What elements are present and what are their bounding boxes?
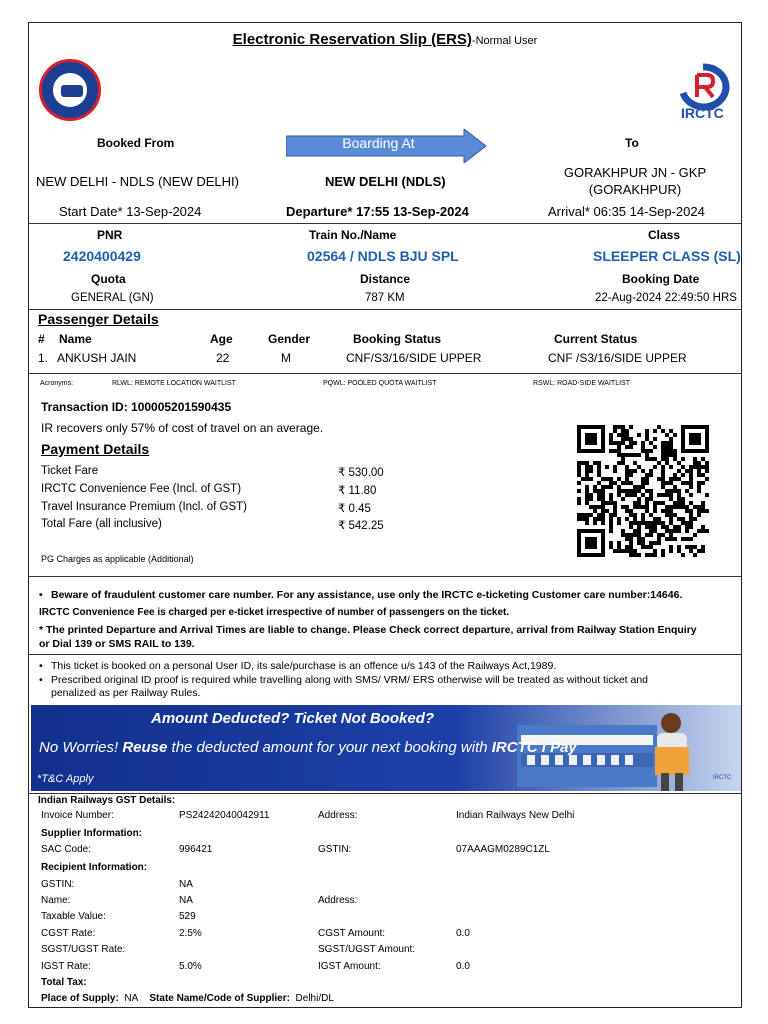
payment-value-convenience-fee: ₹ 11.80 — [338, 485, 377, 497]
fraud-warning-text: • Beware of fraudulent customer care number. For any assistance, use only the IRCTC e-ticketing Customer care number:14646. — [51, 589, 682, 601]
payment-value-total: ₹ 542.25 — [338, 520, 384, 532]
irctc-ipay-banner[interactable] — [31, 705, 741, 791]
banner-tagline — [39, 739, 577, 756]
boarding-at-label: Boarding At — [342, 135, 415, 151]
recipient-name-label: Name: — [41, 895, 71, 906]
recipient-name-value: NA — [179, 895, 193, 906]
quota-value: GENERAL (GN) — [71, 292, 154, 304]
booking-date-value: 22-Aug-2024 22:49:50 HRS — [595, 292, 737, 304]
supplier-state-value: Delhi/DL — [295, 993, 334, 1004]
acronym-pqwl: PQWL: POOLED QUOTA WAITLIST — [323, 380, 437, 387]
gst-address-value: Indian Railways New Delhi — [456, 810, 575, 821]
sgst-rate-label: SGST/UGST Rate: — [41, 944, 126, 955]
passenger-details-heading: Passenger Details — [38, 311, 159, 327]
indian-railways-logo — [39, 59, 101, 121]
acronyms-label: Acronyms: — [40, 380, 74, 387]
payment-label-ticket-fare: Ticket Fare — [41, 465, 99, 477]
igst-amount-value: 0.0 — [456, 961, 470, 972]
igst-rate-label: IGST Rate: — [41, 961, 91, 972]
taxable-value: 529 — [179, 911, 196, 922]
supplier-gstin-value: 07AAAGM0289C1ZL — [456, 844, 550, 855]
col-name: Name — [59, 332, 92, 346]
sac-code-label: SAC Code: — [41, 844, 92, 855]
pnr-value: 2420400429 — [63, 248, 141, 264]
class-value: SLEEPER CLASS (SL) — [593, 248, 741, 264]
irctc-logo — [667, 61, 739, 125]
ers-document — [28, 22, 742, 1008]
sgst-amount-label: SGST/UGST Amount: — [318, 944, 416, 955]
ers-subtitle: -Normal User — [471, 35, 538, 47]
passenger-gender: M — [281, 351, 291, 365]
train-value: 02564 / NDLS BJU SPL — [307, 248, 459, 264]
divider — [29, 576, 741, 577]
recovery-note: IR recovers only 57% of cost of travel on an average. — [41, 421, 324, 435]
banner-headline: Amount Deducted? Ticket Not Booked? — [151, 710, 435, 727]
banner-tagline-reuse: Reuse — [122, 739, 168, 756]
cgst-rate-value: 2.5% — [179, 928, 202, 939]
acronym-rlwl: RLWL: REMOTE LOCATION WAITLIST — [112, 380, 236, 387]
distance-label: Distance — [360, 272, 411, 286]
gst-heading: Indian Railways GST Details: — [38, 795, 176, 806]
pg-charges-note: PG Charges as applicable (Additional) — [41, 554, 194, 564]
passenger-row-num: 1. — [38, 351, 49, 365]
payment-label-convenience-fee: IRCTC Convenience Fee (Incl. of GST) — [41, 483, 242, 495]
divider — [29, 654, 741, 655]
passenger-name: ANKUSH JAIN — [57, 351, 137, 365]
fraud-warning — [51, 589, 682, 601]
ers-title: Electronic Reservation Slip (ERS) — [232, 31, 472, 48]
payment-value-ticket-fare: ₹ 530.00 — [338, 467, 384, 479]
place-of-supply — [41, 993, 334, 1004]
gst-invoice-label: Invoice Number: — [41, 810, 114, 821]
to-station-line1: GORAKHPUR JN - GKP — [563, 165, 707, 180]
cgst-rate-label: CGST Rate: — [41, 928, 96, 939]
irctc-logo-text: IRCTC — [681, 105, 724, 121]
banner-irctc-logo: IRCTC — [713, 775, 732, 781]
cgst-amount-value: 0.0 — [456, 928, 470, 939]
from-station: NEW DELHI - NDLS (NEW DELHI) — [36, 174, 239, 189]
total-tax-label: Total Tax: — [41, 977, 87, 988]
boarding-station: NEW DELHI (NDLS) — [325, 174, 446, 189]
supplier-state-label: State Name/Code of Supplier: — [149, 993, 290, 1004]
passenger-age: 22 — [216, 351, 230, 365]
booking-date-label: Booking Date — [622, 272, 700, 286]
payment-details-heading: Payment Details — [41, 441, 150, 457]
banner-tc: *T&C Apply — [37, 773, 94, 785]
qr-code — [573, 425, 713, 557]
igst-amount-label: IGST Amount: — [318, 961, 381, 972]
timing-notice-line2: or Dial 139 or SMS RAIL to 139. — [39, 638, 195, 650]
banner-tagline-mid: the deducted amount for your next booking with — [167, 739, 492, 756]
taxable-value-label: Taxable Value: — [41, 911, 106, 922]
acronym-rswl: RSWL: ROAD-SIDE WAITLIST — [533, 380, 630, 387]
passenger-current-status: CNF /S3/16/SIDE UPPER — [548, 351, 687, 365]
personal-id-notice-text: • This ticket is booked on a personal User ID, its sale/purchase is an offence u/s 143 of the Railways Act,1989. — [51, 660, 556, 672]
quota-label: Quota — [91, 272, 126, 286]
class-label: Class — [648, 228, 681, 242]
convenience-fee-note: IRCTC Convenience Fee is charged per e-ticket irrespective of number of passengers on the ticket. — [39, 607, 510, 618]
passenger-booking-status: CNF/S3/16/SIDE UPPER — [346, 351, 482, 365]
start-date: Start Date* 13-Sep-2024 — [59, 204, 202, 219]
id-proof-notice-line2: penalized as per Railway Rules. — [51, 687, 201, 699]
recipient-info-heading: Recipient Information: — [41, 862, 148, 873]
supplier-info-heading: Supplier Information: — [41, 828, 143, 839]
sac-code-value: 996421 — [179, 844, 213, 855]
place-of-supply-value: NA — [124, 993, 139, 1004]
col-gender: Gender — [268, 332, 311, 346]
timing-notice-line1: * The printed Departure and Arrival Times are liable to change. Please Check correct departure, arrival from Railway Station Enquiry — [39, 624, 697, 636]
gst-address-label: Address: — [318, 810, 358, 821]
col-age: Age — [210, 332, 233, 346]
arrival: Arrival* 06:35 14-Sep-2024 — [548, 204, 705, 219]
recipient-gstin-value: NA — [179, 879, 193, 890]
train-label: Train No./Name — [309, 228, 397, 242]
supplier-gstin-label: GSTIN: — [318, 844, 352, 855]
id-proof-notice-text: • Prescribed original ID proof is required while travelling along with SMS/ VRM/ ERS otherwise will be treated as without ticket and — [51, 674, 648, 686]
booked-from-label: Booked From — [97, 136, 175, 150]
boarding-at-arrow — [286, 129, 486, 159]
divider — [29, 223, 741, 224]
document-title — [29, 31, 741, 48]
divider — [29, 309, 741, 310]
pnr-label: PNR — [97, 228, 123, 242]
banner-tagline-prefix: No Worries! — [39, 739, 123, 756]
distance-value: 787 KM — [365, 292, 405, 304]
departure: Departure* 17:55 13-Sep-2024 — [286, 204, 469, 219]
payment-label-total: Total Fare (all inclusive) — [41, 518, 162, 530]
divider — [29, 793, 741, 794]
cgst-amount-label: CGST Amount: — [318, 928, 386, 939]
col-booking-status: Booking Status — [353, 332, 442, 346]
gst-invoice-value: PS24242040042911 — [179, 810, 270, 821]
personal-id-notice — [51, 660, 556, 672]
col-number: # — [38, 332, 45, 346]
recipient-gstin-label: GSTIN: — [41, 879, 75, 890]
col-current-status: Current Status — [554, 332, 638, 346]
transaction-id: Transaction ID: 100005201590435 — [41, 400, 232, 414]
id-proof-notice-line1 — [51, 674, 648, 686]
igst-rate-value: 5.0% — [179, 961, 202, 972]
divider — [29, 373, 741, 374]
to-station-line2: (GORAKHPUR) — [588, 182, 682, 197]
recipient-address-label: Address: — [318, 895, 358, 906]
banner-tagline-brand: IRCTC i Pay — [491, 739, 577, 756]
place-of-supply-label: Place of Supply: — [41, 993, 119, 1004]
payment-value-insurance: ₹ 0.45 — [338, 503, 371, 515]
to-label: To — [625, 136, 639, 150]
payment-label-insurance: Travel Insurance Premium (Incl. of GST) — [41, 501, 247, 513]
